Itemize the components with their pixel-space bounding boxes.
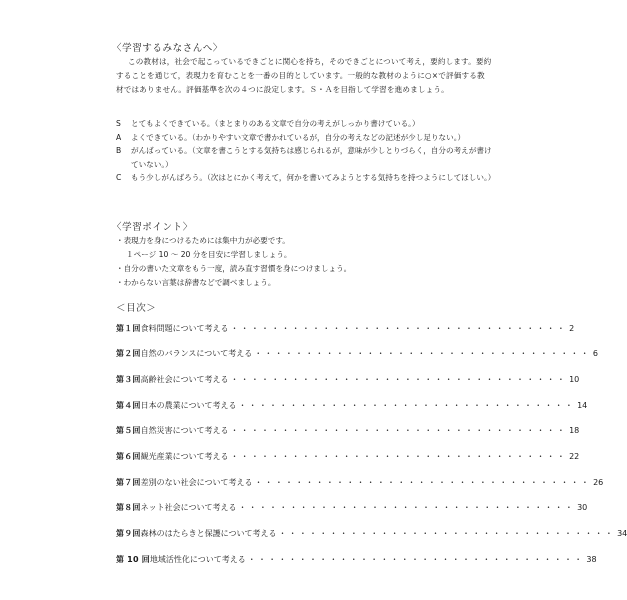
- toc-leader-dots: ・・・・・・・・・・・・・・・・・・・・・・・・・・・・・・・・・: [238, 502, 576, 512]
- toc-page-number: 6: [592, 348, 598, 358]
- point-text: ・自分の書いた文章をもう一度，読み直す習慣を身につけましょう。: [116, 264, 352, 273]
- toc-item[interactable]: [116, 526, 627, 540]
- toc-number: 第 10 回: [116, 554, 150, 564]
- toc-item[interactable]: [116, 321, 575, 335]
- toc-title: 自然災害について考える: [140, 425, 229, 435]
- grade-description: よくできている。（わかりやすい文章で書かれているが，自分の考えなどの記述が少し足りない。）: [131, 132, 466, 142]
- point-item: [116, 276, 496, 290]
- point-text: ・表現力を身につけるためには集中力が必要です。: [116, 236, 290, 245]
- grade-label: S: [116, 119, 121, 128]
- toc-page-number: 10: [569, 374, 580, 384]
- toc-leader-dots: ・・・・・・・・・・・・・・・・・・・・・・・・・・・・・・・・・: [230, 451, 568, 461]
- criterion-b: [116, 144, 496, 171]
- study-points: [116, 234, 496, 290]
- grade-label: A: [116, 132, 122, 142]
- toc-title: 差別のない社会について考える: [140, 477, 253, 487]
- point-item: [116, 234, 496, 262]
- toc-number: 第８回: [116, 502, 141, 512]
- grade-label: C: [116, 173, 122, 182]
- evaluation-criteria: [116, 117, 496, 185]
- grade-description: がんばっている。（文章を書こうとする気持ちは感じられるが，意味が少しとりづらく，自分の考えが書けていない。）: [131, 146, 492, 169]
- point-item: [116, 262, 496, 276]
- points-heading: 〈学習ポイント〉: [112, 222, 193, 233]
- toc-heading: ＜目次＞: [116, 303, 157, 314]
- toc-item[interactable]: [116, 423, 580, 437]
- criterion-c: [116, 171, 496, 185]
- toc-leader-dots: ・・・・・・・・・・・・・・・・・・・・・・・・・・・・・・・・・: [254, 477, 592, 487]
- toc-title: 観光産業について考える: [140, 451, 229, 461]
- grade-description: もう少しがんばろう。（次はとにかく考えて，何かを書いてみようとする気持ちを持つようにしてほしい。）: [131, 173, 496, 182]
- criterion-s: [116, 117, 496, 131]
- toc-page-number: 34: [617, 528, 627, 538]
- criterion-a: [116, 131, 496, 145]
- toc-item[interactable]: [116, 398, 588, 412]
- toc-title: 食料問題について考える: [140, 323, 229, 333]
- toc-item[interactable]: [116, 346, 598, 360]
- grade-label: B: [116, 146, 122, 155]
- toc-number: 第１回: [116, 323, 141, 333]
- toc-title: ネット社会について考える: [140, 502, 237, 512]
- toc-number: 第５回: [116, 425, 141, 435]
- toc-item[interactable]: [116, 552, 597, 566]
- toc-leader-dots: ・・・・・・・・・・・・・・・・・・・・・・・・・・・・・・・・・: [230, 374, 568, 384]
- toc-page-number: 38: [586, 554, 597, 564]
- toc-number: 第９回: [116, 528, 141, 538]
- intro-paragraph: [116, 55, 492, 97]
- intro-text: この教材は，社会で起こっているできごとに関心を持ち，そのできごとについて考え，要約します。要約することを通じて，表現力を育むことを一番の目的としています。一般的な教材のように○×で評価する教材ではありません。評価基準を次の４つに設定します。Ｓ・Ａを目指して学習を進めましょう。: [116, 57, 492, 94]
- toc-number: 第７回: [116, 477, 141, 487]
- toc-leader-dots: ・・・・・・・・・・・・・・・・・・・・・・・・・・・・・・・・・: [238, 400, 576, 410]
- toc-leader-dots: ・・・・・・・・・・・・・・・・・・・・・・・・・・・・・・・・・: [247, 554, 585, 564]
- toc-item[interactable]: [116, 372, 580, 386]
- toc-leader-dots: ・・・・・・・・・・・・・・・・・・・・・・・・・・・・・・・・・: [230, 425, 568, 435]
- toc-item[interactable]: [116, 449, 580, 463]
- toc-page-number: 30: [577, 502, 588, 512]
- toc-title: 地域活性化について考える: [149, 554, 246, 564]
- toc-page-number: 18: [569, 425, 580, 435]
- toc-number: 第３回: [116, 374, 141, 384]
- intro-heading: 〈学習するみなさんへ〉: [112, 43, 223, 54]
- point-text: ・わからない言葉は辞書などで調べましょう。: [116, 278, 276, 287]
- toc-title: 自然のバランスについて考える: [140, 348, 253, 358]
- grade-description: とてもよくできている。（まとまりのある文章で自分の考えがしっかり書けている。）: [131, 119, 420, 128]
- toc-number: 第４回: [116, 400, 141, 410]
- point-subtext: １ページ 10 ～ 20 分を目安に学習しましょう。: [126, 250, 292, 259]
- toc-number: 第２回: [116, 348, 141, 358]
- toc-title: 高齢社会について考える: [140, 374, 229, 384]
- toc-item[interactable]: [116, 500, 588, 514]
- toc-number: 第６回: [116, 451, 141, 461]
- toc-page-number: 2: [569, 323, 575, 333]
- toc-title: 日本の農業について考える: [140, 400, 237, 410]
- toc-leader-dots: ・・・・・・・・・・・・・・・・・・・・・・・・・・・・・・・・・: [278, 528, 616, 538]
- toc-item[interactable]: [116, 475, 604, 489]
- toc-leader-dots: ・・・・・・・・・・・・・・・・・・・・・・・・・・・・・・・・・: [230, 323, 568, 333]
- toc-leader-dots: ・・・・・・・・・・・・・・・・・・・・・・・・・・・・・・・・・: [254, 348, 591, 358]
- toc-page-number: 22: [569, 451, 580, 461]
- toc-page-number: 26: [593, 477, 604, 487]
- toc-page-number: 14: [577, 400, 588, 410]
- toc-title: 森林のはたらきと保護について考える: [140, 528, 277, 538]
